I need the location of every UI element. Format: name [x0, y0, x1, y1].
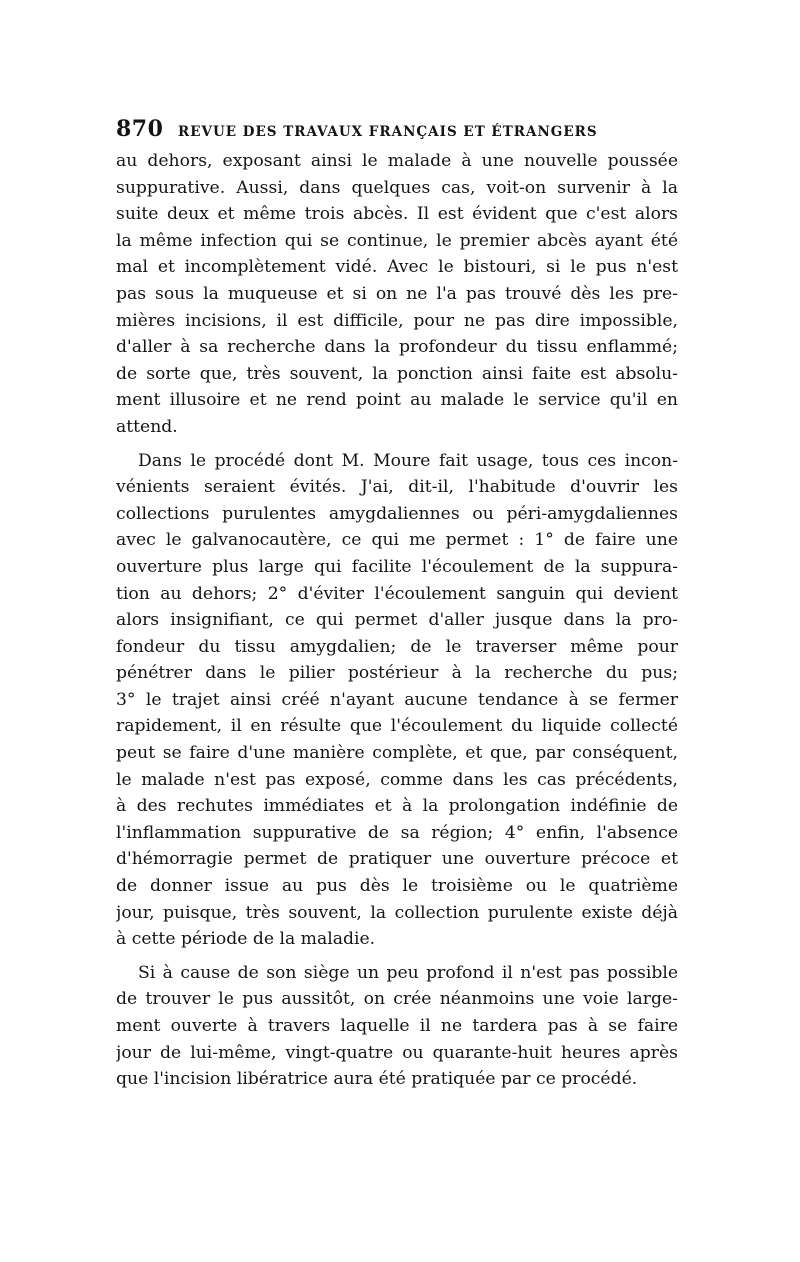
running-head — [116, 116, 678, 142]
text-line: vénients seraient évités. J'ai, dit-il, l'habitude d'ouvrir les — [116, 477, 678, 498]
text-line: à des rechutes immédiates et à la prolongation indéfinie de — [116, 796, 678, 817]
text-line: suppurative. Aussi, dans quelques cas, voit-on survenir à la — [116, 177, 678, 198]
page-number: 870 — [116, 116, 164, 142]
text-line: fondeur du tissu amygdalien; de le traverser même pour — [116, 636, 678, 657]
text-line: pas sous la muqueuse et si on ne l'a pas trouvé dès les pre- — [116, 283, 678, 304]
text-line: ment illusoire et ne rend point au malade le service qu'il en — [116, 390, 678, 411]
text-line: attend. — [116, 416, 178, 437]
text-line: l'inflammation suppurative de sa région; 4° enfin, l'absence — [116, 822, 678, 843]
running-head-title: REVUE DES TRAVAUX FRANÇAIS ET ÉTRANGERS — [178, 124, 598, 140]
text-line: 3° le trajet ainsi créé n'ayant aucune tendance à se fermer — [116, 689, 678, 710]
text-line: mal et incomplètement vidé. Avec le bistouri, si le pus n'est — [116, 257, 678, 278]
text-line: suite deux et même trois abcès. Il est évident que c'est alors — [116, 204, 678, 225]
text-line: rapidement, il en résulte que l'écoulement du liquide collecté — [116, 716, 678, 737]
text-line: de sorte que, très souvent, la ponction ainsi faite est absolu- — [116, 363, 678, 384]
book-page — [116, 116, 678, 1093]
text-line: mières incisions, il est difficile, pour ne pas dire impossible, — [116, 310, 678, 331]
text-line: la même infection qui se continue, le premier abcès ayant été — [116, 230, 678, 251]
text-line: tion au dehors; 2° d'éviter l'écoulement sanguin qui devient — [116, 583, 678, 604]
text-line: ouverture plus large qui facilite l'écoulement de la suppura- — [116, 556, 678, 577]
paragraph-1 — [116, 148, 678, 441]
paragraph-2 — [116, 448, 678, 953]
text-line: de trouver le pus aussitôt, on crée néanmoins une voie large- — [116, 989, 678, 1010]
paragraph-3 — [116, 960, 678, 1093]
text-line: d'aller à sa recherche dans la profondeur du tissu enflammé; — [116, 337, 678, 358]
text-line: collections purulentes amygdaliennes ou péri-amygdaliennes — [116, 503, 678, 524]
body-text — [116, 148, 678, 1093]
text-line: le malade n'est pas exposé, comme dans les cas précédents, — [116, 769, 678, 790]
text-line: que l'incision libératrice aura été pratiquée par ce procédé. — [116, 1069, 638, 1090]
text-line: avec le galvanocautère, ce qui me permet : 1° de faire une — [116, 530, 678, 551]
text-line: jour, puisque, très souvent, la collection purulente existe déjà — [116, 902, 678, 923]
text-line: au dehors, exposant ainsi le malade à une nouvelle poussée — [116, 151, 678, 171]
text-line: Dans le procédé dont M. Moure fait usage, tous ces incon- — [138, 450, 678, 471]
text-line: d'hémorragie permet de pratiquer une ouverture précoce et — [116, 849, 678, 870]
text-line: pénétrer dans le pilier postérieur à la recherche du pus; — [116, 663, 678, 684]
text-line: de donner issue au pus dès le troisième ou le quatrième — [116, 876, 678, 897]
text-line: Si à cause de son siège un peu profond il n'est pas possible — [138, 962, 678, 983]
text-line: jour de lui-même, vingt-quatre ou quarante-huit heures après — [116, 1042, 678, 1063]
text-line: ment ouverte à travers laquelle il ne tardera pas à se faire — [116, 1016, 678, 1036]
text-line: alors insignifiant, ce qui permet d'aller jusque dans la pro- — [116, 610, 678, 631]
text-line: peut se faire d'une manière complète, et que, par conséquent, — [116, 743, 678, 764]
text-line: à cette période de la maladie. — [116, 929, 376, 950]
